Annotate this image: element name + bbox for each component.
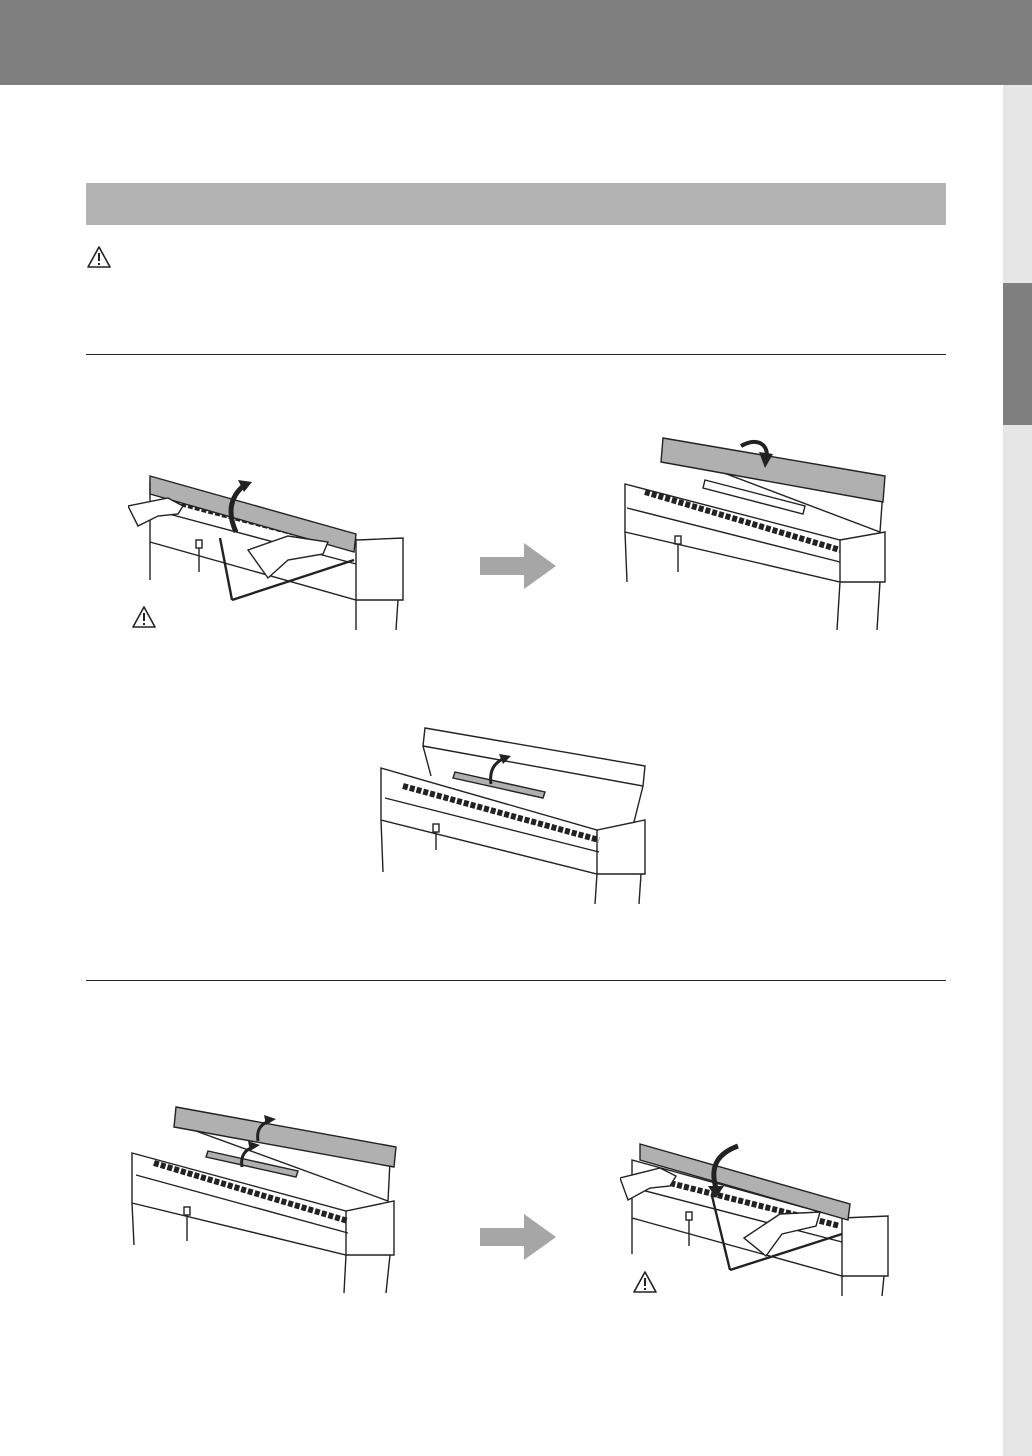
open-cover-step-2-illustration — [615, 432, 895, 632]
warning-triangle-icon — [131, 605, 157, 629]
divider-close — [86, 980, 946, 981]
header-band — [0, 0, 1032, 85]
right-arrow-icon — [480, 1214, 556, 1260]
side-index-tab — [1003, 283, 1032, 425]
warning-triangle-icon — [632, 1270, 658, 1294]
open-cover-step-1-illustration — [128, 460, 418, 635]
divider-open — [86, 354, 946, 355]
right-arrow-icon — [480, 543, 556, 589]
close-cover-step-2-illustration — [620, 1138, 895, 1298]
music-rest-raise-illustration — [375, 726, 655, 906]
close-cover-step-1-illustration — [128, 1105, 403, 1295]
warning-triangle-icon — [86, 245, 112, 269]
section-heading-bar — [86, 183, 946, 225]
